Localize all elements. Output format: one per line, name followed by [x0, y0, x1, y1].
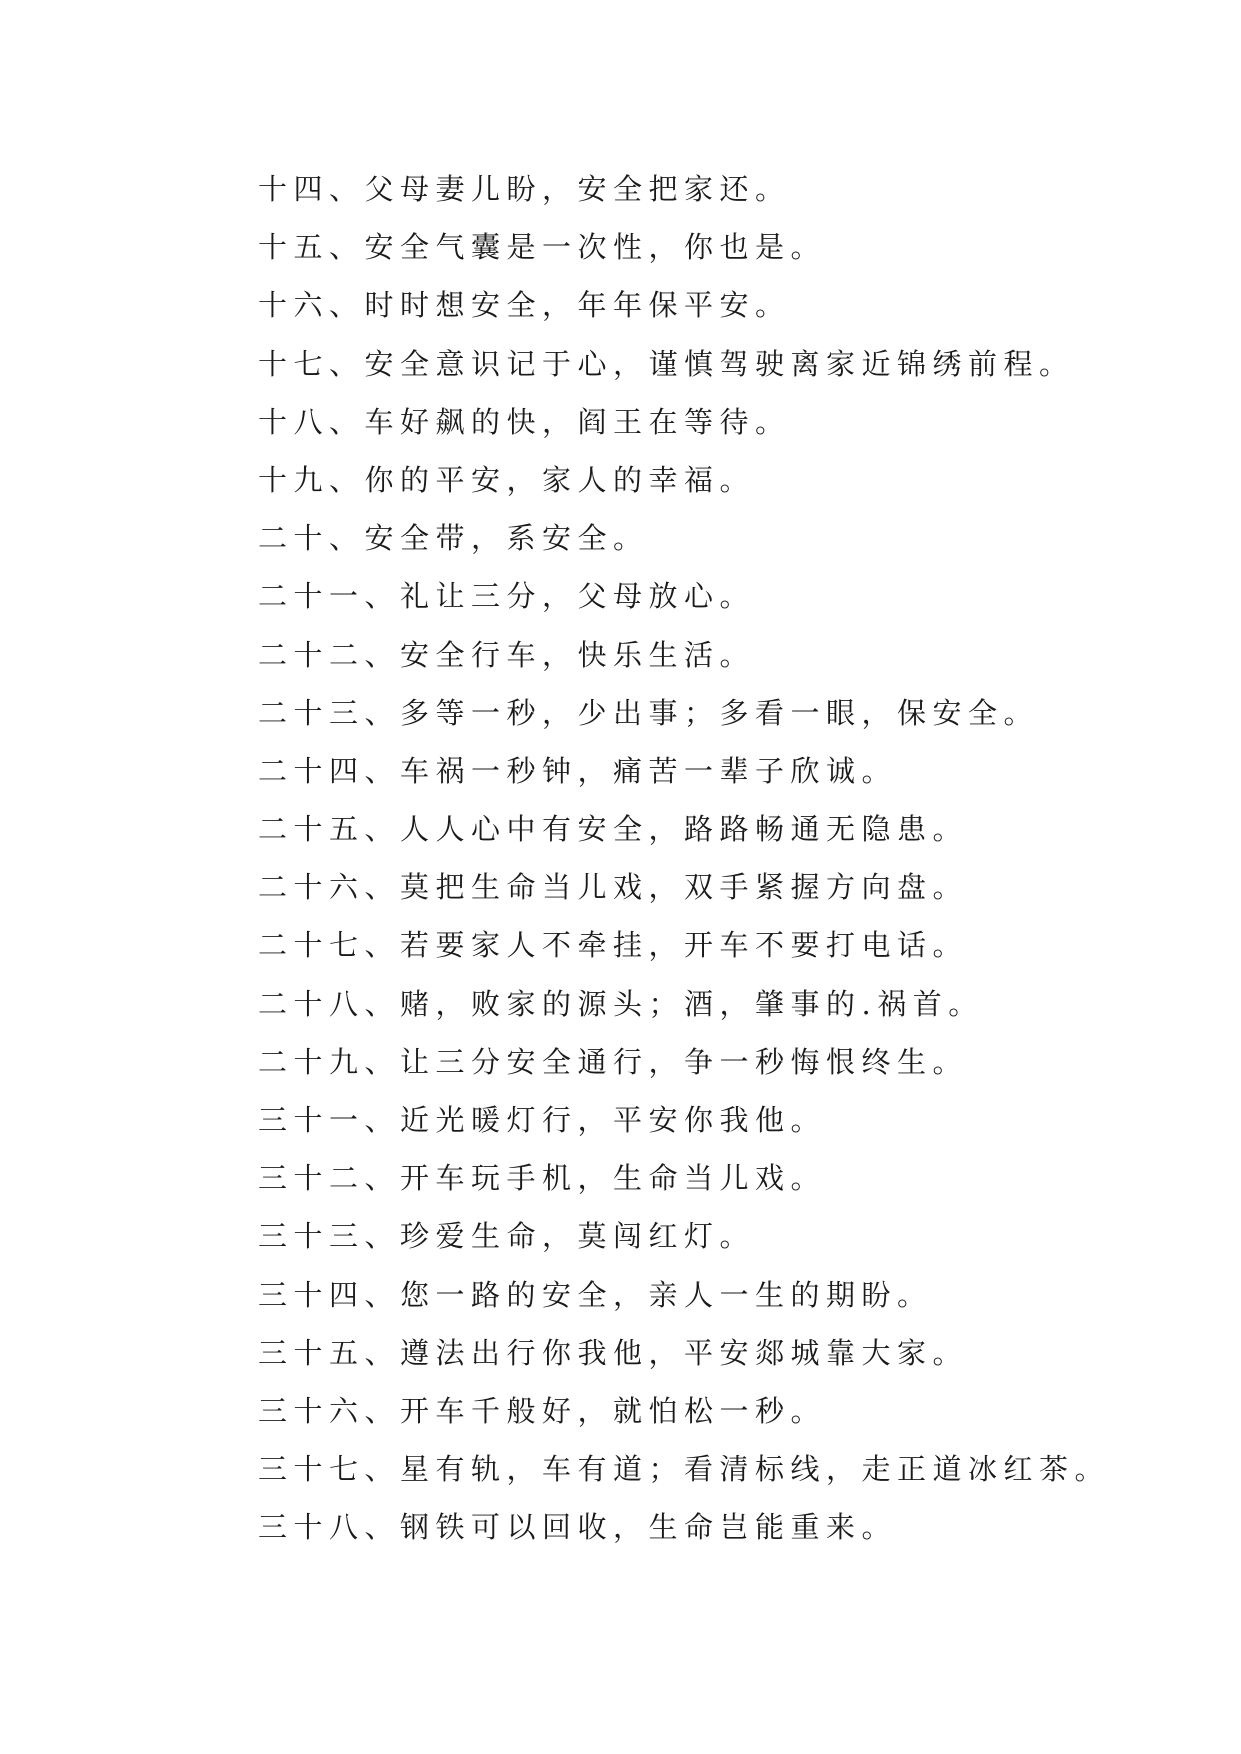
slogan-line-24: 二十四、车祸一秒钟，痛苦一辈子欣诚。 — [258, 753, 898, 788]
slogan-line-32: 三十二、开车玩手机，生命当儿戏。 — [258, 1161, 827, 1196]
slogan-line-27: 二十七、若要家人不牵挂，开车不要打电话。 — [258, 928, 969, 963]
slogan-line-38: 三十八、钢铁可以回收，生命岂能重来。 — [258, 1510, 898, 1545]
slogan-line-20: 二十、安全带，系安全。 — [258, 521, 649, 556]
slogan-line-28: 二十八、赌，败家的源头；酒，肇事的.祸首。 — [258, 986, 984, 1021]
slogan-list — [258, 160, 1198, 1557]
slogan-line-33: 三十三、珍爱生命，莫闯红灯。 — [258, 1219, 756, 1254]
slogan-line-29: 二十九、让三分安全通行，争一秒悔恨终生。 — [258, 1044, 969, 1079]
slogan-line-26: 二十六、莫把生命当儿戏，双手紧握方向盘。 — [258, 870, 969, 905]
slogan-line-22: 二十二、安全行车，快乐生活。 — [258, 637, 756, 672]
slogan-line-19: 十九、你的平安，家人的幸福。 — [258, 462, 756, 497]
slogan-line-18: 十八、车好飙的快，阎王在等待。 — [258, 404, 791, 439]
slogan-line-14: 十四、父母妻儿盼，安全把家还。 — [258, 172, 791, 206]
slogan-line-17: 十七、安全意识记于心，谨慎驾驶离家近锦绣前程。 — [258, 346, 1075, 381]
slogan-line-21: 二十一、礼让三分，父母放心。 — [258, 579, 756, 614]
slogan-line-15: 十五、安全气囊是一次性，你也是。 — [258, 230, 827, 265]
slogan-line-35: 三十五、遵法出行你我他，平安郯城靠大家。 — [258, 1335, 969, 1370]
slogan-line-36: 三十六、开车千般好，就怕松一秒。 — [258, 1393, 827, 1428]
slogan-line-25: 二十五、人人心中有安全，路路畅通无隐患。 — [258, 812, 969, 847]
slogan-line-34: 三十四、您一路的安全，亲人一生的期盼。 — [258, 1277, 933, 1312]
slogan-line-31: 三十一、近光暖灯行，平安你我他。 — [258, 1103, 827, 1137]
slogan-line-16: 十六、时时想安全，年年保平安。 — [258, 288, 791, 323]
slogan-line-23: 二十三、多等一秒，少出事；多看一眼，保安全。 — [258, 695, 1040, 730]
slogan-line-37: 三十七、星有轨，车有道；看清标线，走正道冰红茶。 — [258, 1452, 1111, 1487]
